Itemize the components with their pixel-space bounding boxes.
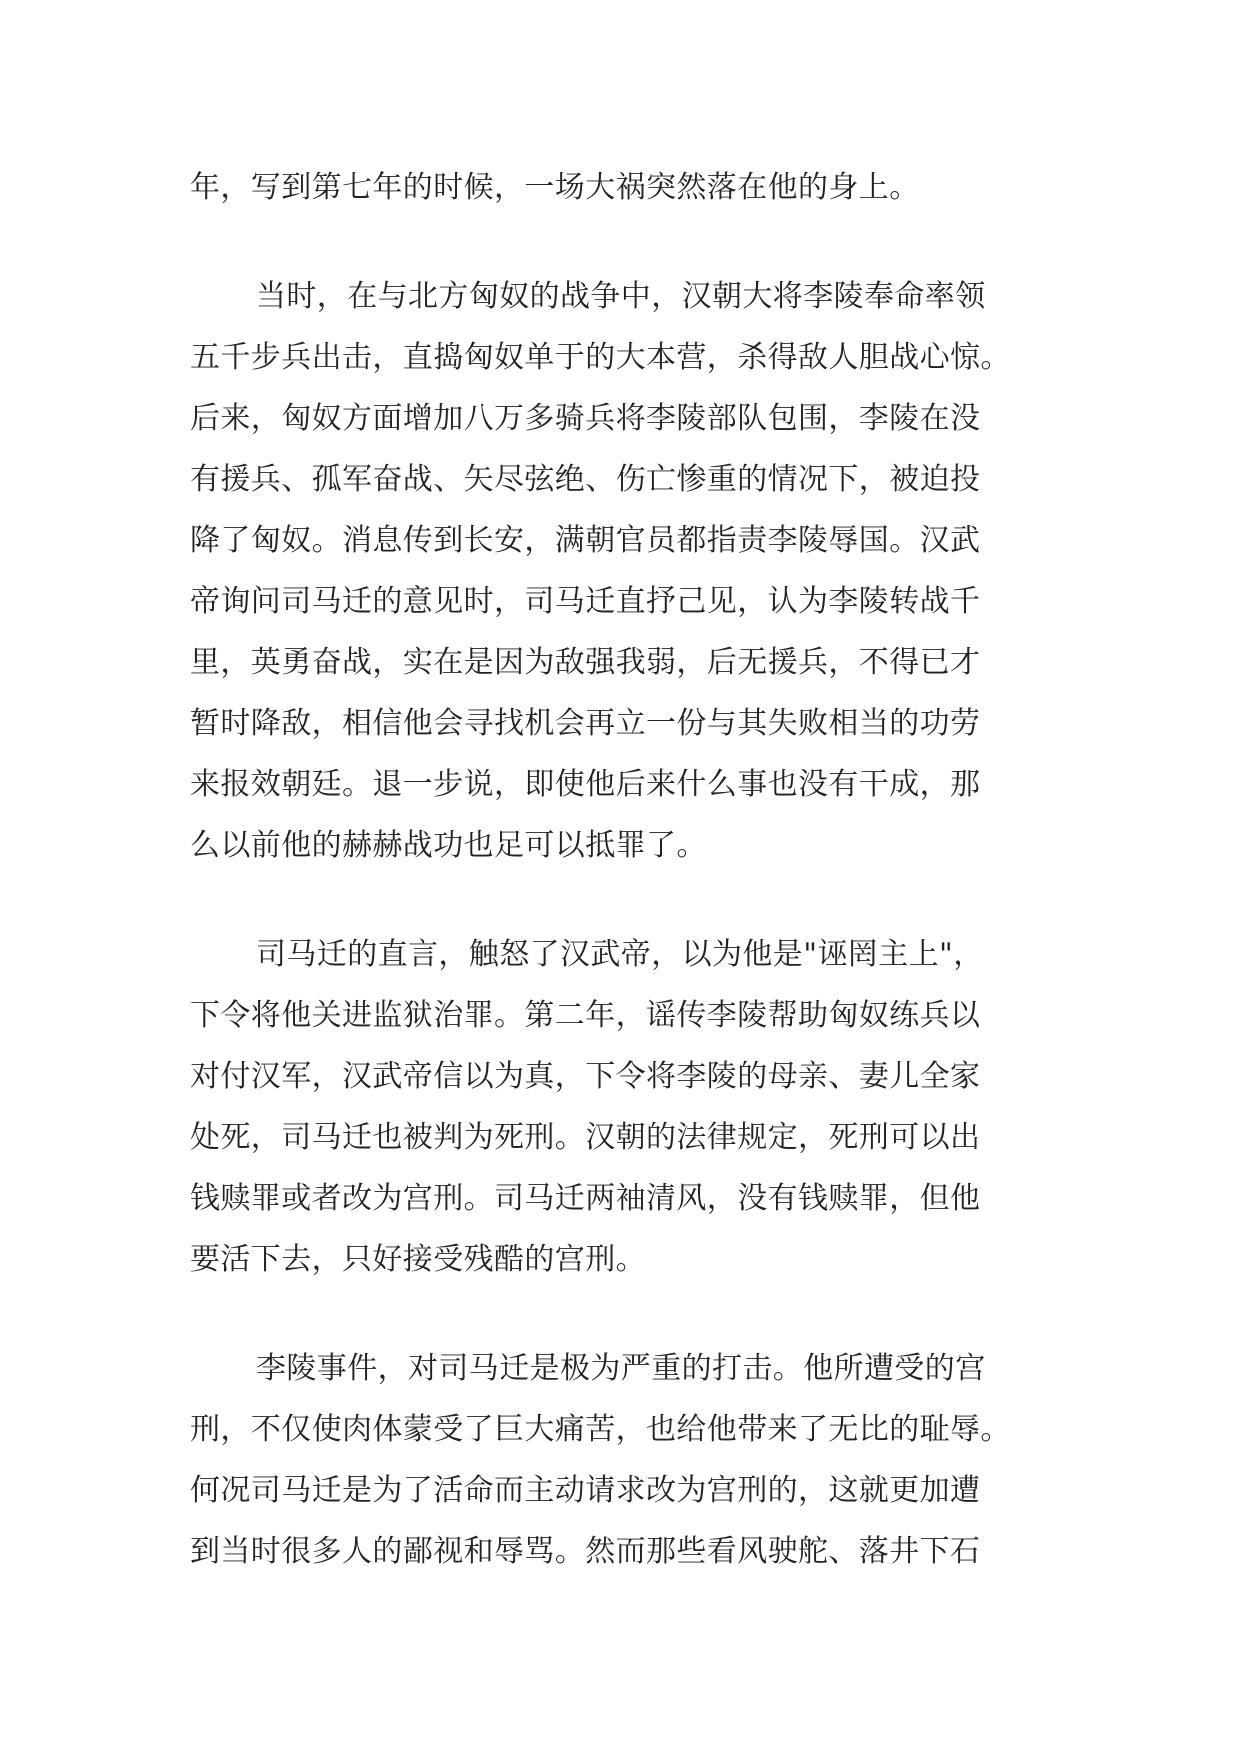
paragraph <box>190 266 1070 876</box>
text-line: 帝询问司马迁的意见时，司马迁直抒己见，认为李陵转战千 <box>190 584 981 619</box>
text-line: 下令将他关进监狱治罪。第二年，谣传李陵帮助匈奴练兵以 <box>190 998 981 1033</box>
text-line: 里，英勇奋战，实在是因为敌强我弱，后无援兵，不得已才 <box>190 645 981 680</box>
text-line: 要活下去，只好接受残酷的宫刑。 <box>190 1242 646 1277</box>
paragraph-gap <box>190 218 1070 266</box>
text-line: 李陵事件，对司马迁是极为严重的打击。他所遭受的宫 <box>256 1351 986 1386</box>
paragraph <box>190 1338 1070 1582</box>
text-line: 何况司马迁是为了活命而主动请求改为宫刑的，这就更加遭 <box>190 1473 981 1508</box>
paragraph <box>190 157 1070 218</box>
text-line: 到当时很多人的鄙视和辱骂。然而那些看风驶舵、落井下石 <box>190 1534 981 1569</box>
text-line: 么以前他的赫赫战功也足可以抵罪了。 <box>190 828 707 863</box>
text-line: 钱赎罪或者改为宫刑。司马迁两袖清风，没有钱赎罪，但他 <box>190 1181 981 1216</box>
text-line: 五千步兵出击，直捣匈奴单于的大本营，杀得敌人胆战心惊。 <box>190 340 1011 375</box>
text-line: 处死，司马迁也被判为死刑。汉朝的法律规定，死刑可以出 <box>190 1120 981 1155</box>
text-line: 降了匈奴。消息传到长安，满朝官员都指责李陵辱国。汉武 <box>190 523 981 558</box>
text-line: 年，写到第七年的时候，一场大祸突然落在他的身上。 <box>190 170 920 205</box>
document-body <box>190 157 1070 1582</box>
paragraph-gap <box>190 876 1070 924</box>
text-line: 后来，匈奴方面增加八万多骑兵将李陵部队包围，李陵在没 <box>190 401 981 436</box>
paragraph-gap <box>190 1290 1070 1338</box>
text-line: 司马迁的直言，触怒了汉武帝，以为他是"诬罔主上"， <box>256 937 984 972</box>
text-line: 刑，不仅使肉体蒙受了巨大痛苦，也给他带来了无比的耻辱。 <box>190 1412 1011 1447</box>
text-line: 有援兵、孤军奋战、矢尽弦绝、伤亡惨重的情况下，被迫投 <box>190 462 981 497</box>
text-line: 当时，在与北方匈奴的战争中，汉朝大将李陵奉命率领 <box>256 279 986 314</box>
paragraph <box>190 924 1070 1290</box>
text-line: 暂时降敌，相信他会寻找机会再立一份与其失败相当的功劳 <box>190 706 981 741</box>
text-line: 对付汉军，汉武帝信以为真，下令将李陵的母亲、妻儿全家 <box>190 1059 981 1094</box>
text-line: 来报效朝廷。退一步说，即使他后来什么事也没有干成，那 <box>190 767 981 802</box>
